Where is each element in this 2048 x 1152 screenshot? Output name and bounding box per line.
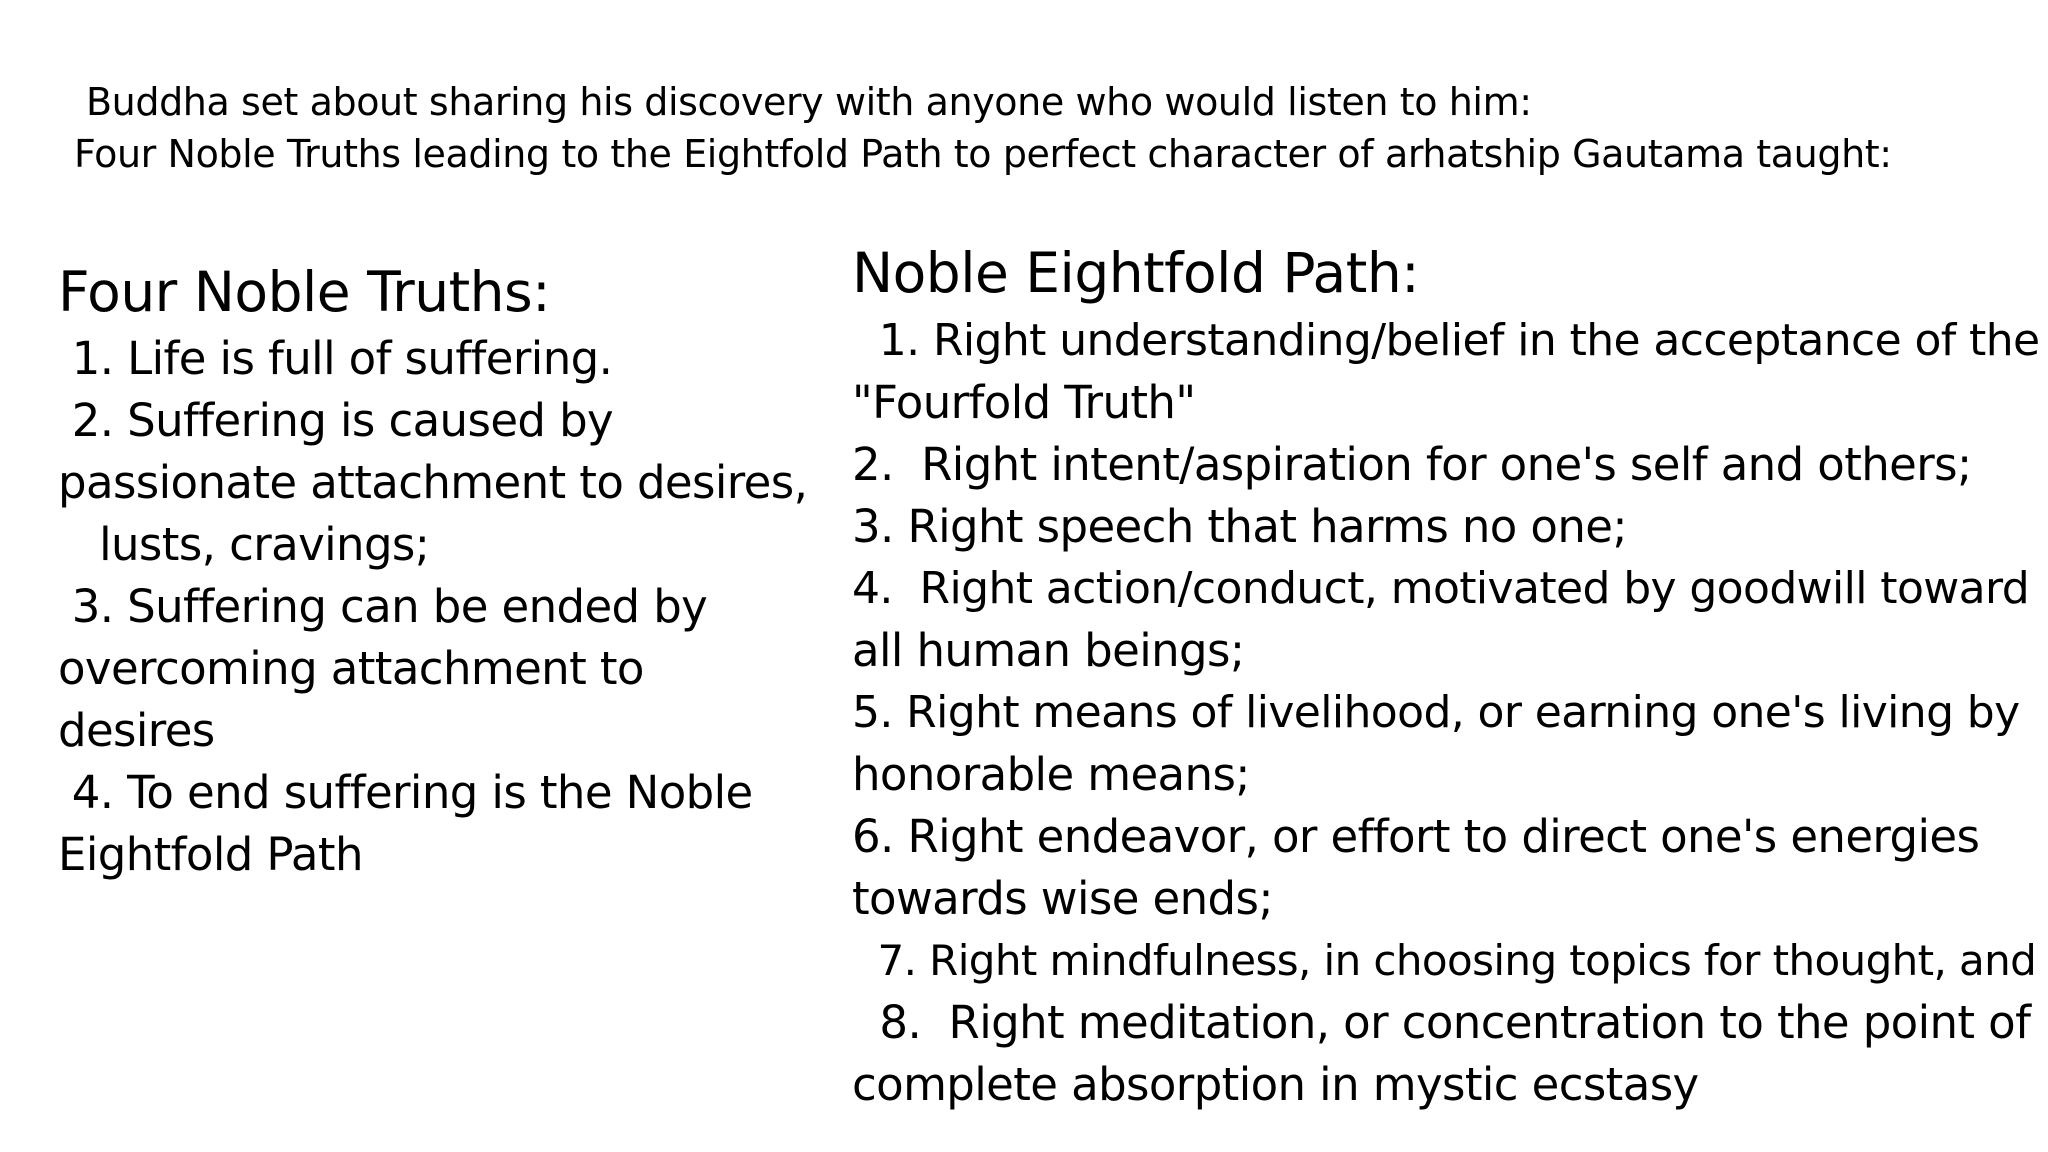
path-line: 1. Right understanding/belief in the acceptance of the	[852, 315, 2040, 366]
truths-line: Eightfold Path	[58, 828, 363, 881]
truths-line: 4. To end suffering is the Noble	[58, 766, 753, 819]
path-heading: Noble Eightfold Path:	[852, 241, 1420, 305]
intro-line-1: Buddha set about sharing his discovery with anyone who would listen to him:	[86, 80, 1532, 124]
path-line: honorable means;	[852, 748, 1250, 801]
path-line: 7. Right mindfulness, in choosing topics for thought, and	[852, 936, 2037, 985]
path-line: all human beings;	[852, 624, 1245, 677]
truths-line: 2. Suffering is caused by	[58, 394, 614, 447]
path-line: 2. Right intent/aspiration for one's self and others;	[852, 438, 1972, 491]
path-line: 8. Right meditation, or concentration to the point of	[852, 996, 2031, 1049]
truths-line: overcoming attachment to	[58, 642, 644, 695]
truths-line: 3. Suffering can be ended by	[58, 580, 708, 633]
path-line: 6. Right endeavor, or effort to direct one's energies	[852, 810, 1980, 863]
path-line: "Fourfold Truth"	[852, 376, 1196, 429]
truths-line: desires	[58, 704, 215, 757]
truths-line: 1. Life is full of suffering.	[58, 332, 613, 385]
path-line: 4. Right action/conduct, motivated by goodwill toward	[852, 563, 2030, 614]
truths-line: passionate attachment to desires,	[58, 456, 808, 509]
path-line: complete absorption in mystic ecstasy	[852, 1058, 1699, 1111]
path-line: 5. Right means of livelihood, or earning one's living by	[852, 687, 2020, 738]
intro-line-2: Four Noble Truths leading to the Eightfold Path to perfect character of arhatship Gautama taught:	[74, 132, 1892, 176]
truths-heading: Four Noble Truths:	[58, 260, 551, 324]
path-line: 3. Right speech that harms no one;	[852, 500, 1627, 553]
path-line: towards wise ends;	[852, 872, 1273, 925]
truths-line: lusts, cravings;	[58, 518, 430, 571]
